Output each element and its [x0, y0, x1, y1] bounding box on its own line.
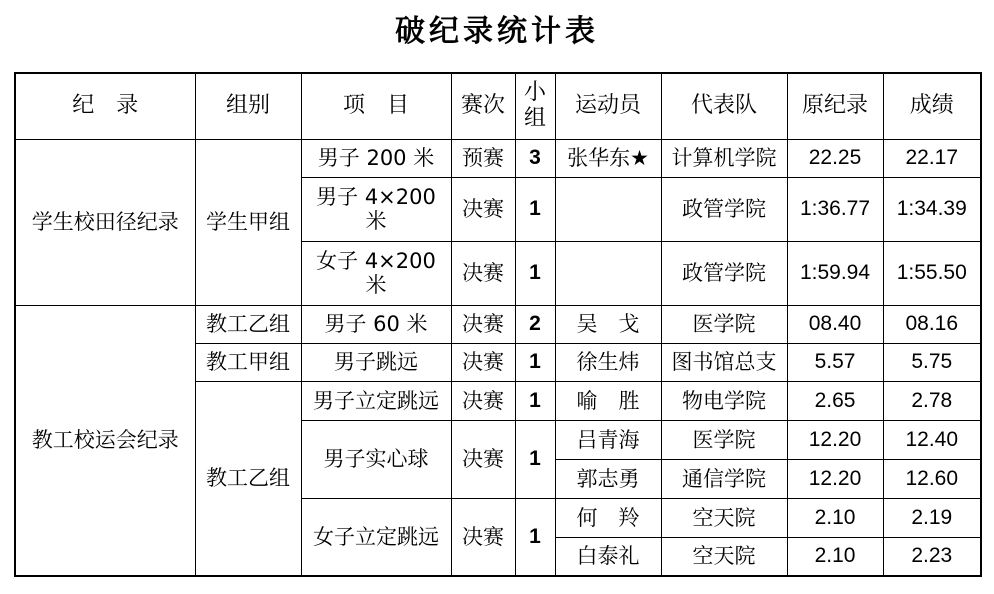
header-heat: 小组: [515, 73, 555, 139]
event-cell: 男子立定跳远: [301, 381, 451, 420]
team-cell: 通信学院: [661, 459, 787, 498]
event-cell: 男子跳远: [301, 343, 451, 381]
athlete-cell: [555, 241, 661, 305]
header-group: 组别: [195, 73, 301, 139]
old-record-cell: 12.20: [787, 420, 883, 459]
result-cell: 2.78: [883, 381, 981, 420]
header-athlete: 运动员: [555, 73, 661, 139]
group-cell: 学生甲组: [195, 139, 301, 305]
round-cell: 预赛: [451, 139, 515, 177]
old-record-cell: 1:36.77: [787, 177, 883, 241]
result-cell: 2.23: [883, 537, 981, 576]
heat-cell: 1: [515, 241, 555, 305]
table-row: [15, 139, 981, 177]
old-record-cell: 22.25: [787, 139, 883, 177]
event-cell: 男子 200 米: [301, 139, 451, 177]
team-cell: 空天院: [661, 498, 787, 537]
old-record-cell: 1:59.94: [787, 241, 883, 305]
event-cell: 男子 60 米: [301, 305, 451, 343]
athlete-cell: 吴 戈: [555, 305, 661, 343]
result-cell: 1:55.50: [883, 241, 981, 305]
round-cell: 决赛: [451, 305, 515, 343]
group-cell: 教工乙组: [195, 305, 301, 343]
event-cell: 女子 4×200 米: [301, 241, 451, 305]
header-result: 成绩: [883, 73, 981, 139]
table-row: [15, 305, 981, 343]
result-cell: 08.16: [883, 305, 981, 343]
header-old-record: 原纪录: [787, 73, 883, 139]
round-cell: 决赛: [451, 241, 515, 305]
old-record-cell: 08.40: [787, 305, 883, 343]
result-cell: 22.17: [883, 139, 981, 177]
event-cell: 男子 4×200 米: [301, 177, 451, 241]
old-record-cell: 5.57: [787, 343, 883, 381]
header-record: 纪 录: [15, 73, 195, 139]
old-record-cell: 12.20: [787, 459, 883, 498]
team-cell: 医学院: [661, 420, 787, 459]
header-team: 代表队: [661, 73, 787, 139]
heat-cell: 3: [515, 139, 555, 177]
result-cell: 12.60: [883, 459, 981, 498]
team-cell: 政管学院: [661, 177, 787, 241]
heat-cell: 1: [515, 420, 555, 498]
event-cell: 男子实心球: [301, 420, 451, 498]
team-cell: 医学院: [661, 305, 787, 343]
round-cell: 决赛: [451, 381, 515, 420]
round-cell: 决赛: [451, 177, 515, 241]
round-cell: 决赛: [451, 343, 515, 381]
result-cell: 5.75: [883, 343, 981, 381]
group-cell: 教工乙组: [195, 381, 301, 576]
team-cell: 空天院: [661, 537, 787, 576]
team-cell: 图书馆总支: [661, 343, 787, 381]
old-record-cell: 2.65: [787, 381, 883, 420]
athlete-cell: [555, 177, 661, 241]
header-round: 赛次: [451, 73, 515, 139]
group-cell: 教工甲组: [195, 343, 301, 381]
old-record-cell: 2.10: [787, 537, 883, 576]
heat-cell: 1: [515, 343, 555, 381]
athlete-cell: 白泰礼: [555, 537, 661, 576]
athlete-cell: 喻 胜: [555, 381, 661, 420]
records-table: [14, 72, 982, 577]
record-category-cell: 教工校运会纪录: [15, 305, 195, 576]
team-cell: 物电学院: [661, 381, 787, 420]
record-category-cell: 学生校田径纪录: [15, 139, 195, 305]
athlete-cell: 郭志勇: [555, 459, 661, 498]
team-cell: 政管学院: [661, 241, 787, 305]
header-event: 项 目: [301, 73, 451, 139]
old-record-cell: 2.10: [787, 498, 883, 537]
heat-cell: 2: [515, 305, 555, 343]
heat-cell: 1: [515, 498, 555, 576]
table-header-row: [15, 73, 981, 139]
heat-cell: 1: [515, 381, 555, 420]
athlete-cell: 张华东★: [555, 139, 661, 177]
athlete-cell: 吕青海: [555, 420, 661, 459]
page-title: 破纪录统计表: [395, 14, 599, 49]
result-cell: 1:34.39: [883, 177, 981, 241]
event-cell: 女子立定跳远: [301, 498, 451, 576]
athlete-cell: 徐生炜: [555, 343, 661, 381]
team-cell: 计算机学院: [661, 139, 787, 177]
heat-cell: 1: [515, 177, 555, 241]
round-cell: 决赛: [451, 498, 515, 576]
round-cell: 决赛: [451, 420, 515, 498]
result-cell: 12.40: [883, 420, 981, 459]
result-cell: 2.19: [883, 498, 981, 537]
athlete-cell: 何 羚: [555, 498, 661, 537]
